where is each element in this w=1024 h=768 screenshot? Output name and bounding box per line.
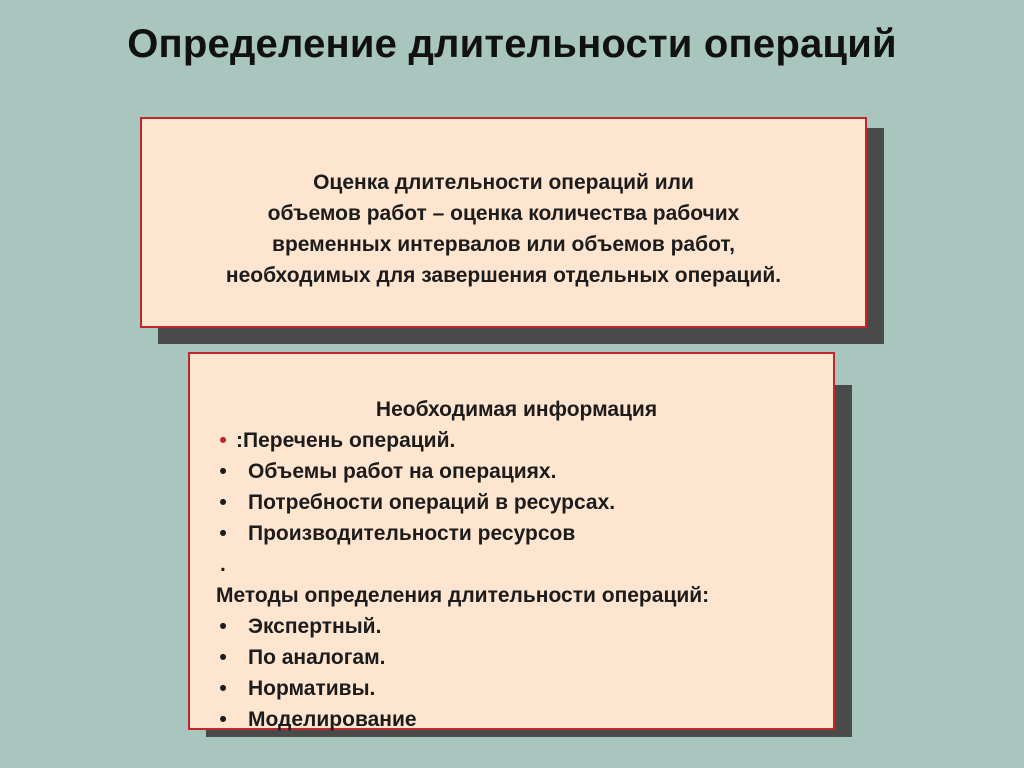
- info-content: [190, 394, 833, 735]
- bullet-icon: •: [219, 491, 227, 514]
- definition-text: [142, 167, 865, 291]
- method-item: [190, 611, 833, 642]
- bullet-icon: •: [219, 429, 227, 452]
- info-heading: Необходимая информация: [375, 398, 658, 421]
- method-item: [190, 673, 833, 704]
- page-title: Определение длительности операций: [127, 22, 897, 66]
- bullet-icon: •: [219, 677, 227, 700]
- bullet-icon: •: [219, 460, 227, 483]
- definition-line: необходимых для завершения отдельных операций.: [225, 264, 782, 287]
- bullet-icon: •: [219, 615, 227, 638]
- method-item: [190, 642, 833, 673]
- definition-box: [140, 117, 867, 328]
- list-item-label: Потребности операций в ресурсах.: [248, 491, 616, 514]
- definition-line: временных интервалов или объемов работ,: [272, 233, 735, 256]
- list-item: [190, 518, 833, 549]
- list-item-label: Производительности ресурсов: [248, 522, 576, 545]
- list-item-label: Объемы работ на операциях.: [248, 460, 557, 483]
- method-item-label: Нормативы.: [248, 677, 376, 700]
- methods-heading: Методы определения длительности операций:: [216, 584, 710, 607]
- bullet-icon: •: [219, 646, 227, 669]
- definition-line: объемов работ – оценка количества рабочих: [267, 202, 740, 225]
- method-item-label: По аналогам.: [248, 646, 386, 669]
- list-item-label: :Перечень операций.: [236, 429, 456, 452]
- method-item: [190, 704, 833, 735]
- bullet-icon: •: [219, 522, 227, 545]
- list-item: [190, 456, 833, 487]
- list-item: [190, 487, 833, 518]
- list-item: [190, 425, 833, 456]
- bullet-icon: •: [219, 708, 227, 731]
- info-box: [188, 352, 835, 730]
- definition-line: Оценка длительности операций или: [313, 171, 694, 194]
- method-item-label: Моделирование: [248, 708, 417, 731]
- separator-dot: .: [220, 553, 226, 576]
- method-item-label: Экспертный.: [248, 615, 382, 638]
